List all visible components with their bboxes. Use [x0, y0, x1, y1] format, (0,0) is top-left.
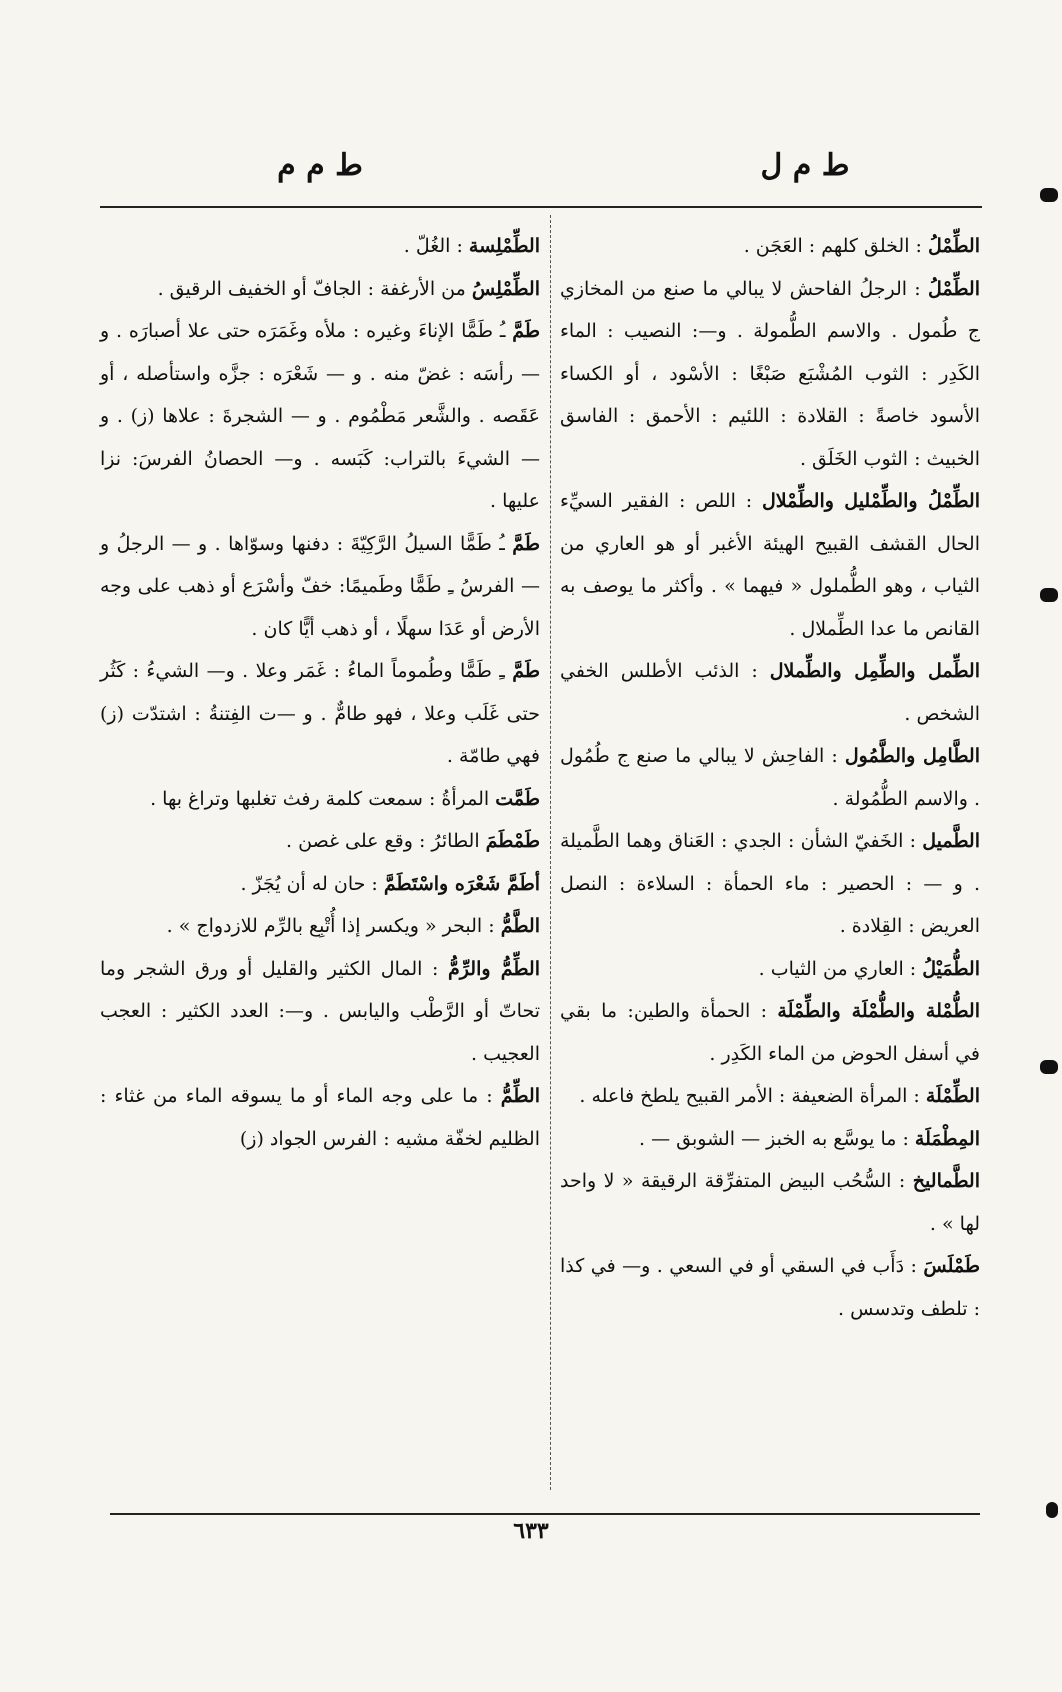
headword: الطَّميل: [922, 830, 980, 852]
headword: الطِّمُّ والرِّمُّ: [448, 957, 540, 980]
dictionary-entry: [100, 948, 540, 1076]
dictionary-entry: [100, 523, 540, 651]
dictionary-entry: [100, 225, 540, 268]
headword: الطِّمْلِسة: [468, 235, 540, 257]
scan-mark: [1046, 1502, 1058, 1518]
definition: ـُ طَمًّا السيلُ الرَّكِيّةَ : دفنها وسوّاها . و — الرجلُ و — الفرسُ ـِ طَمًّا وطَميمًا: خفّ وأسْرَع أو ذهب على وجه الأرض أو عَدَا سهلًا ، أو ذهب أيًّا كان .: [100, 532, 540, 640]
headword: الطَّمُّ: [500, 915, 540, 937]
dictionary-entry: [560, 225, 980, 268]
bottom-rule: [110, 1513, 980, 1515]
definition: : الذئب الأطلس الخفي الشخص .: [560, 660, 980, 725]
definition: : الفاحِش لا يبالي ما صنع ج طُمُول . والاسم الطُّمُولة .: [560, 745, 980, 810]
definition: : العاري من الثياب .: [758, 957, 923, 980]
dictionary-entry: [560, 948, 980, 991]
definition: : المال الكثير والقليل أو ورق الشجر وما تحاتّ أو الرَّطْب واليابس . و—: العدد الكثير : العجب العجيب .: [100, 957, 540, 1065]
dictionary-entry: [100, 650, 540, 778]
definition: المرأةُ : سمعت كلمة رفث تغلبها وتراغ بها .: [150, 787, 496, 810]
headword: الطُّمَيْلُ: [922, 957, 980, 980]
headword: أطَمَّ شَعْرَه واسْتَطَمَّ: [383, 872, 540, 895]
definition: ـِ طَمًّا وطُموماً الماءُ : غَمَر وعلا . و— الشيءُ : كَثُر حتى غَلَب وعلا ، فهو طامٌّ . و —ت الفِتنةُ : اشتدّت (ز) فهي طامّة .: [100, 660, 540, 767]
definition: : حان له أن يُجَزّ .: [240, 872, 384, 895]
definition: : البحر « ويكسر إذا أُتْبِع بالرِّم للازدواج » .: [166, 915, 501, 937]
headword: الطِّمُّ: [500, 1085, 540, 1107]
dictionary-entry: [100, 778, 540, 821]
scan-mark: [1040, 1060, 1058, 1074]
definition: : المرأة الضعيفة : الأمر القبيح يلطخ فاعله .: [579, 1085, 926, 1107]
dictionary-entry: [100, 820, 540, 863]
dictionary-entry: [560, 820, 980, 948]
definition: ـُ طَمًّا الإناءَ وغيره : ملأه وغَمَرَه حتى علا أصبارَه . و — رأسَه : غضّ منه . و — شَعْرَه : جزَّه واستأصله ، أو عَقَصه . والشَّعر مَطْمُوم . و — الشجرةَ : علاها (ز) . و — الشيءَ بالتراب: كَبَسه . و— الحصانُ الفرسَ: نزا عليها .: [100, 320, 540, 512]
left-column: [100, 225, 540, 1160]
headword: المِطْمَلَة: [914, 1127, 980, 1150]
definition: من الأرغفة : الجافّ أو الخفيف الرقيق .: [157, 277, 472, 300]
definition: : اللص : الفقير السيِّء الحال القشف القبيح الهيئة الأغبر أو هو العاري من الثياب ، وهو الطُّملول « فيهما » . وأكثر ما يوصف به القانص ما عدا الطِّملال .: [560, 490, 980, 640]
dictionary-entry: [100, 310, 540, 523]
definition: : ما على وجه الماء أو ما يسوقه الماء من غثاء : الظليم لخفّة مشيه : الفرس الجواد (ز): [100, 1085, 540, 1150]
page-number: ٦٣٣: [513, 1518, 549, 1544]
definition: : الخلق كلهم : العَجَن .: [743, 235, 928, 257]
dictionary-entry: [560, 735, 980, 820]
headword: الطِّمْلُ: [927, 235, 980, 257]
top-rule: [100, 206, 982, 208]
headword: الطِّمل والطِّمِل والطِّملال: [769, 660, 980, 682]
definition: : ما يوسَّع به الخبز — الشوبق — .: [639, 1127, 915, 1150]
dictionary-entry: [560, 990, 980, 1075]
headword: طَمَّ: [512, 660, 540, 682]
headword: الطِّمْلُ: [927, 277, 980, 300]
running-head-right: ط م ل: [760, 148, 850, 183]
right-column: [560, 225, 980, 1330]
dictionary-entry: [560, 650, 980, 735]
definition: : الخَفيّ الشأن : الجدي : العَناق وهما الطَّميلة . و — : الحصير : ماء الحمأة : السلاءة : النصل العريض : القِلادة .: [560, 830, 980, 937]
dictionary-entry: [560, 268, 980, 481]
headword: الطِّمْلِسُ: [471, 277, 540, 300]
running-head-left: ط م م: [277, 148, 363, 183]
definition: : الحمأة والطين: ما بقي في أسفل الحوض من الماء الكَدِر .: [560, 1000, 980, 1065]
headword: طَمَّت: [495, 787, 540, 810]
headword: طَمَّ: [512, 532, 540, 555]
definition: : دَأَب في السقي أو في السعي . و— في كذا : تلطف وتدسس .: [560, 1255, 980, 1320]
dictionary-entry: [560, 1075, 980, 1118]
headword: طَمْطَمَ: [485, 830, 540, 852]
dictionary-entry: [560, 480, 980, 650]
scan-mark: [1040, 188, 1058, 202]
dictionary-entry: [560, 1118, 980, 1161]
dictionary-entry: [100, 1075, 540, 1160]
dictionary-entry: [560, 1245, 980, 1330]
dictionary-entry: [100, 863, 540, 906]
column-divider: [550, 215, 551, 1490]
headword: الطِّمْلَة: [925, 1085, 980, 1107]
dictionary-entry: [100, 905, 540, 948]
dictionary-entry: [100, 268, 540, 311]
dictionary-entry: [560, 1160, 980, 1245]
headword: الطُّمْلة والطُّمْلَة والطِّمْلَة: [777, 1000, 980, 1022]
definition: : السُّحُب البيض المتفرِّقة الرقيقة « لا واحد لها » .: [560, 1170, 980, 1235]
definition: : الرجلُ الفاحش لا يبالي ما صنع من المخازي ج طُمول . والاسم الطُّمولة . و—: النصيب : الماء الكَدِر : الثوب المُشْبَع صَبْغًا : الأسْود ، أو الكساء الأسود خاصةً : القلادة : اللئيم : الأحمق : الفاسق الخبيث : الثوب الخَلَق .: [560, 277, 980, 470]
headword: الطَّامِل والطَّمُول: [844, 745, 980, 767]
headword: الطِّمْلُ والطِّمْليل والطِّمْلال: [761, 490, 980, 512]
headword: طَمْلَسَ: [923, 1255, 980, 1277]
definition: : الغُلّ .: [403, 235, 469, 257]
headword: الطَّماليخ: [912, 1170, 980, 1192]
definition: الطائرُ : وقع على غصن .: [286, 830, 486, 852]
scan-mark: [1040, 588, 1058, 602]
headword: طَمَّ: [512, 320, 540, 342]
